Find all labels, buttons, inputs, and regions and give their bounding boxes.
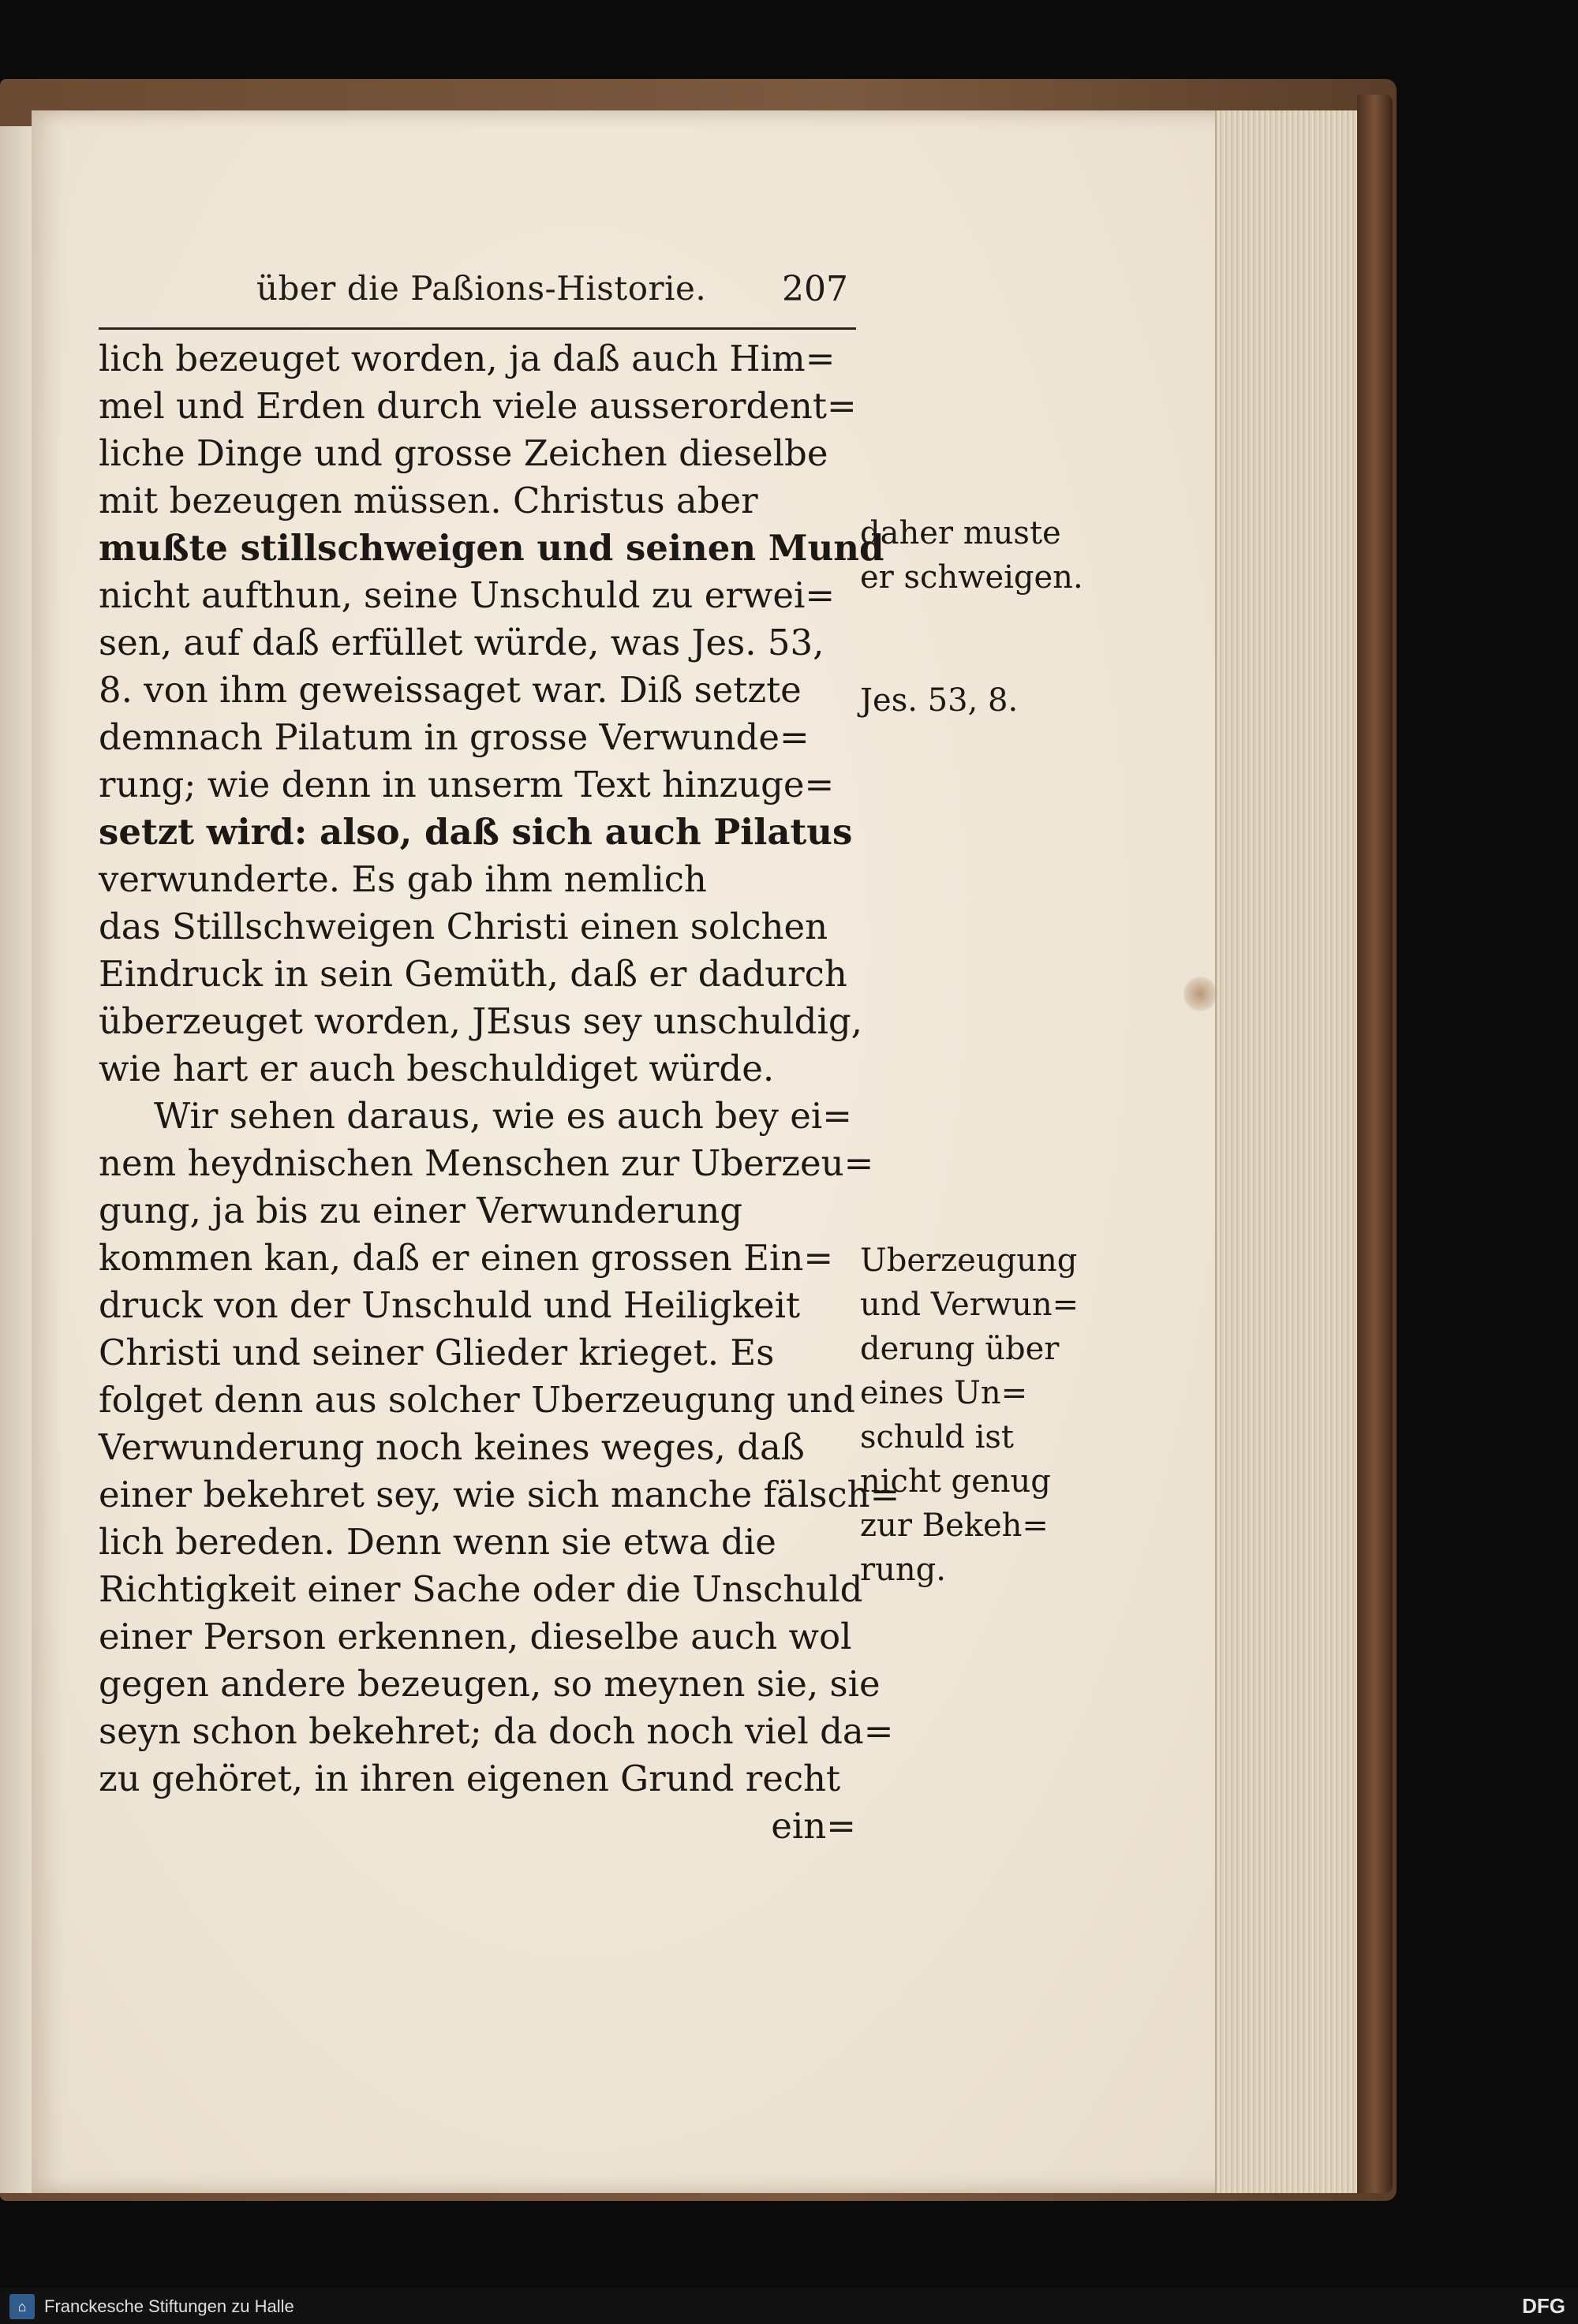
margin-note-reference xyxy=(860,678,1018,723)
text-line: einer bekehret sey, wie sich manche fälsch= xyxy=(99,1474,900,1515)
text-line: Wir sehen daraus, wie es auch bey ei= xyxy=(154,1095,853,1137)
text-line: kommen kan, daß er einen grossen Ein= xyxy=(99,1237,834,1279)
text-line: Christi und seiner Glieder krieget. Es xyxy=(99,1332,775,1373)
text-line: das Stillschweigen Christi einen solchen xyxy=(99,906,828,947)
text-line: nicht aufthun, seine Unschuld zu erwei= xyxy=(99,574,836,616)
margin-note-line: Jes. 53, 8. xyxy=(860,682,1019,719)
dfg-logo: DFG xyxy=(1522,2294,1565,2318)
text-line: wie hart er auch beschuldiget würde. xyxy=(99,1048,775,1089)
institution-logo-icon: ⌂ xyxy=(9,2294,35,2319)
text-line: Verwunderung noch keines weges, daß xyxy=(99,1426,805,1468)
text-line: mußte stillschweigen und seinen Mund xyxy=(99,527,884,569)
text-line: mit bezeugen müssen. Christus aber xyxy=(99,480,758,521)
catchword: ein= xyxy=(771,1805,856,1847)
margin-note-line: nicht genug xyxy=(860,1463,1051,1500)
text-line: gegen andere bezeugen, so meynen sie, sie xyxy=(99,1663,881,1705)
text-line: 8. von ihm geweissaget war. Diß setzte xyxy=(99,669,802,711)
text-line: mel und Erden durch viele ausserordent= xyxy=(99,385,857,427)
text-line: lich bezeuget worden, ja daß auch Him= xyxy=(99,338,836,379)
footer-institution xyxy=(9,2294,294,2319)
margin-note-line: er schweigen. xyxy=(860,559,1083,596)
institution-name: Franckesche Stiftungen zu Halle xyxy=(44,2296,294,2316)
main-text-block xyxy=(99,335,900,1850)
text-line: einer Person erkennen, dieselbe auch wol xyxy=(99,1616,852,1657)
text-line: zu gehöret, in ihren eigenen Grund recht xyxy=(99,1758,841,1799)
book-binding xyxy=(1357,95,1393,2193)
paper-stain xyxy=(1184,974,1217,1014)
margin-note-line: derung über xyxy=(860,1331,1060,1367)
left-page-edge xyxy=(0,126,32,2193)
page-header xyxy=(99,264,856,330)
margin-note-schweigen xyxy=(860,511,1083,600)
text-line: folget denn aus solcher Uberzeugung und xyxy=(99,1379,855,1421)
text-line: nem heydnischen Menschen zur Uberzeu= xyxy=(99,1142,874,1184)
text-line: druck von der Unschuld und Heiligkeit xyxy=(99,1284,801,1326)
text-line: gung, ja bis zu einer Verwunderung xyxy=(99,1190,743,1231)
page-edges xyxy=(1215,110,1359,2193)
footer-bar xyxy=(0,2288,1578,2324)
text-line: lich bereden. Denn wenn sie etwa die xyxy=(99,1521,776,1563)
margin-note-line: zur Bekeh= xyxy=(860,1508,1049,1544)
margin-note-line: daher muste xyxy=(860,515,1061,551)
text-line: demnach Pilatum in grosse Verwunde= xyxy=(99,716,810,758)
margin-note-uberzeugung xyxy=(860,1239,1079,1592)
text-line: rung; wie denn in unserm Text hinzuge= xyxy=(99,764,835,805)
margin-note-line: rung. xyxy=(860,1552,946,1588)
page-number: 207 xyxy=(782,269,848,309)
text-line: Richtigkeit einer Sache oder die Unschuld xyxy=(99,1568,863,1610)
running-title: über die Paßions-Historie. xyxy=(256,269,707,308)
margin-note-line: schuld ist xyxy=(860,1419,1014,1455)
margin-note-line: eines Un= xyxy=(860,1375,1028,1411)
text-line: Eindruck in sein Gemüth, daß er dadurch xyxy=(99,953,847,995)
text-line: seyn schon bekehret; da doch noch viel da= xyxy=(99,1710,894,1752)
text-line: verwunderte. Es gab ihm nemlich xyxy=(99,858,707,900)
text-line: setzt wird: also, daß sich auch Pilatus xyxy=(99,811,853,853)
text-line: sen, auf daß erfüllet würde, was Jes. 53, xyxy=(99,622,825,663)
margin-note-line: Uberzeugung xyxy=(860,1242,1078,1279)
margin-note-line: und Verwun= xyxy=(860,1287,1079,1323)
text-line: liche Dinge und grosse Zeichen dieselbe xyxy=(99,432,828,474)
text-line: überzeuget worden, JEsus sey unschuldig, xyxy=(99,1000,862,1042)
